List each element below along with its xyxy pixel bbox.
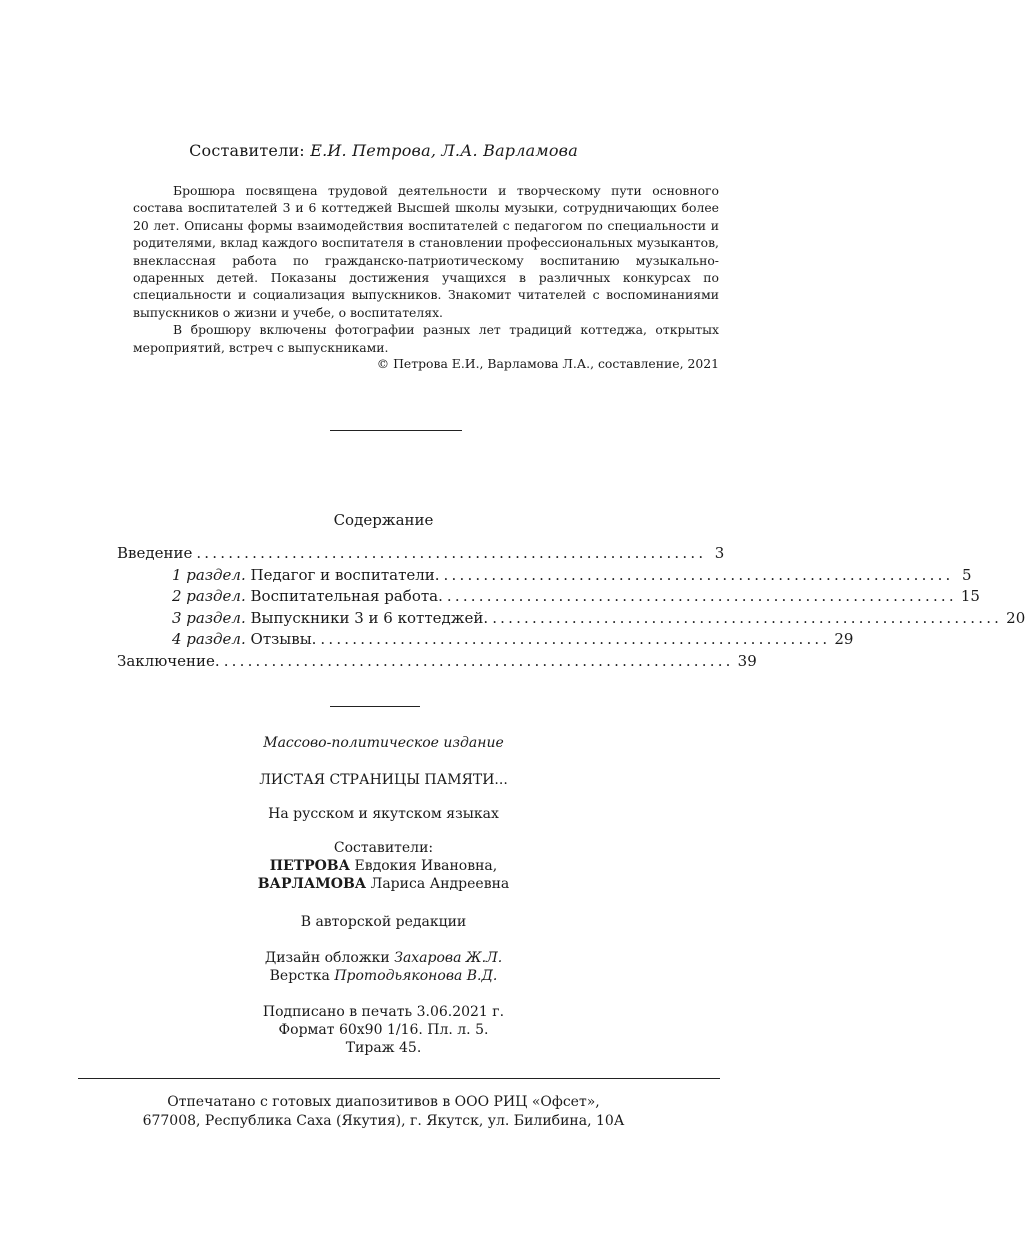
toc-title: Содержание	[333, 511, 434, 529]
edition-type: Массово-политическое издание	[263, 735, 504, 751]
annotation	[133, 182, 719, 356]
toc-leader-dots: ................................................................	[443, 565, 954, 584]
languages-note: На русском и якутском языках	[268, 806, 499, 822]
toc-leader-dots: ................................................................	[492, 608, 1003, 627]
divider	[78, 1078, 720, 1079]
toc-entry-section-2[interactable]	[117, 587, 980, 609]
toc-entry-title: 1 раздел. Педагог и воспитатели.	[172, 565, 440, 584]
toc-entry-section-4[interactable]	[117, 630, 854, 652]
annotation-paragraph: Брошюра посвящена трудовой деятельности и творческому пути основного состава воспитателей 3 и 6 коттеджей Высшей школы музыки, сотрудничающих более 20 лет. Описаны формы взаимодействия воспитателей с педагогом по специальности и родителями, вклад каждого воспитателя в становлении профессиональных музыкантов, внеклассная работа по гражданско-патриотическому воспитанию музыкально-одаренных детей. Показаны достижения учащихся в различных конкурсах по специальности и социализация выпускников. Знакомит читателей с воспоминаниями выпускников о жизни и учебе, о воспитателях.	[133, 183, 719, 320]
authors-names: Е.И. Петрова, Л.А. Варламова	[310, 141, 578, 160]
toc-entry-conclusion[interactable]	[117, 651, 757, 674]
toc-leader-dots: ................................................................	[196, 544, 707, 562]
toc-leader-dots: ................................................................	[223, 651, 734, 670]
toc-page-number: 29	[834, 630, 854, 649]
toc-leader-dots: ................................................................	[446, 587, 957, 606]
toc-page-number: 15	[960, 587, 980, 606]
cover-designer: Дизайн обложки Захарова Ж.Л.	[264, 950, 503, 966]
divider	[330, 430, 462, 431]
toc-page-number: 39	[737, 651, 757, 670]
editorial-note: В авторской редакции	[300, 914, 467, 930]
compilers-label: Составители:	[333, 840, 434, 856]
compiler-2: ВАРЛАМОВА Лариса Андреевна	[257, 876, 510, 892]
print-run: Тираж 45.	[345, 1040, 422, 1056]
toc-page-number: 5	[961, 565, 972, 584]
authors-label: Составители:	[189, 141, 305, 160]
annotation-paragraph: В брошюру включены фотографии разных лет традиций коттеджа, открытых мероприятий, встреч с выпускниками.	[133, 322, 719, 355]
toc-page-number: 20	[1006, 608, 1025, 627]
copyright-notice: © Петрова Е.И., Варламова Л.А., составление, 2021	[376, 356, 719, 371]
toc-entry-title: 2 раздел. Воспитательная работа.	[172, 587, 443, 606]
toc-entry-title: Заключение.	[117, 651, 220, 670]
printer-line-2: 677008, Республика Саха (Якутия), г. Якутск, ул. Билибина, 10А	[142, 1113, 625, 1129]
divider	[330, 706, 420, 707]
toc-entry-section-3[interactable]	[117, 608, 1025, 631]
book-title: ЛИСТАЯ СТРАНИЦЫ ПАМЯТИ...	[259, 772, 508, 788]
toc-entry-section-1[interactable]	[117, 565, 972, 588]
compiler-1: ПЕТРОВА Евдокия Ивановна,	[269, 858, 498, 874]
toc-entry-title: Введение	[117, 544, 193, 562]
layout-designer: Верстка Протодьяконова В.Д.	[269, 968, 498, 984]
toc-page-number: 3	[714, 544, 725, 562]
print-format: Формат 60х90 1/16. Пл. л. 5.	[278, 1022, 489, 1038]
toc-entry-title: 4 раздел. Отзывы.	[172, 630, 317, 649]
toc-entry-title: 3 раздел. Выпускники 3 и 6 коттеджей.	[172, 608, 489, 627]
authors-line	[0, 141, 767, 160]
toc-leader-dots: ................................................................	[320, 630, 831, 649]
toc-entry-intro[interactable]	[117, 544, 725, 566]
table-of-contents	[117, 544, 1025, 674]
printer-line-1: Отпечатано с готовых диапозитивов в ООО РИЦ «Офсет»,	[167, 1094, 600, 1110]
signed-to-print: Подписано в печать 3.06.2021 г.	[262, 1004, 505, 1020]
